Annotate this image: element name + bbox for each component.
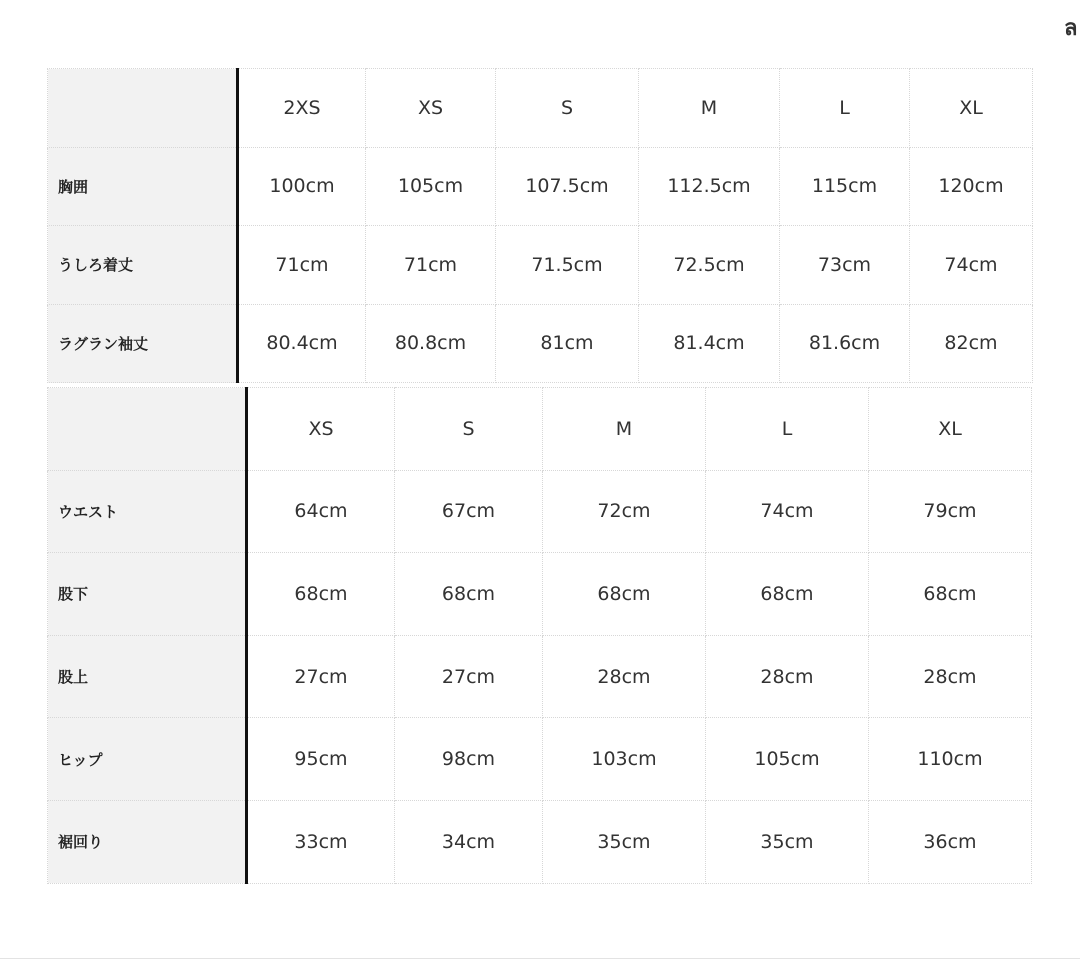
bottoms-header-row (48, 388, 1032, 471)
measurement-cell: 27cm (395, 635, 543, 718)
measurement-cell: 95cm (247, 718, 395, 801)
bottoms-size-header: L (706, 388, 869, 471)
measurement-cell: 103cm (543, 718, 706, 801)
measurement-cell: 28cm (706, 635, 869, 718)
tops-size-header: S (496, 69, 639, 148)
row-label: 股下 (48, 553, 247, 636)
measurement-cell: 120cm (910, 147, 1033, 226)
measurement-cell: 68cm (395, 553, 543, 636)
measurement-cell: 67cm (395, 470, 543, 553)
measurement-cell: 112.5cm (639, 147, 780, 226)
measurement-cell: 28cm (869, 635, 1032, 718)
measurement-cell: 115cm (780, 147, 910, 226)
row-label: 胸囲 (48, 147, 238, 226)
tops-header-corner (48, 69, 238, 148)
bottoms-header-corner (48, 388, 247, 471)
measurement-cell: 82cm (910, 304, 1033, 383)
measurement-cell: 36cm (869, 800, 1032, 883)
measurement-cell: 110cm (869, 718, 1032, 801)
tops-size-header: XS (366, 69, 496, 148)
bottoms-row-hip (48, 718, 1032, 801)
measurement-cell: 73cm (780, 226, 910, 305)
measurement-cell: 68cm (247, 553, 395, 636)
measurement-cell: 100cm (238, 147, 366, 226)
bottoms-size-header: XS (247, 388, 395, 471)
measurement-cell: 81.4cm (639, 304, 780, 383)
measurement-cell: 81cm (496, 304, 639, 383)
row-label: ウエスト (48, 470, 247, 553)
bottoms-row-waist (48, 470, 1032, 553)
measurement-cell: 35cm (543, 800, 706, 883)
tops-row-chest (48, 147, 1033, 226)
measurement-cell: 28cm (543, 635, 706, 718)
measurement-cell: 64cm (247, 470, 395, 553)
measurement-cell: 68cm (869, 553, 1032, 636)
bottom-divider (0, 958, 1080, 959)
measurement-cell: 74cm (706, 470, 869, 553)
measurement-cell: 27cm (247, 635, 395, 718)
tops-header-row (48, 69, 1033, 148)
measurement-cell: 34cm (395, 800, 543, 883)
measurement-cell: 80.8cm (366, 304, 496, 383)
measurement-cell: 71.5cm (496, 226, 639, 305)
row-label: 股上 (48, 635, 247, 718)
measurement-cell: 71cm (366, 226, 496, 305)
bottoms-size-header: S (395, 388, 543, 471)
tops-row-back-length (48, 226, 1033, 305)
measurement-cell: 105cm (706, 718, 869, 801)
bottoms-row-rise (48, 635, 1032, 718)
tops-row-raglan-sleeve (48, 304, 1033, 383)
bottoms-row-inseam (48, 553, 1032, 636)
tops-size-header: M (639, 69, 780, 148)
measurement-cell: 71cm (238, 226, 366, 305)
measurement-cell: 72cm (543, 470, 706, 553)
measurement-cell: 72.5cm (639, 226, 780, 305)
measurement-cell: 79cm (869, 470, 1032, 553)
measurement-cell: 80.4cm (238, 304, 366, 383)
tops-size-table (47, 68, 1033, 383)
measurement-cell: 81.6cm (780, 304, 910, 383)
tops-size-header: L (780, 69, 910, 148)
tops-size-header: 2XS (238, 69, 366, 148)
tops-size-header: XL (910, 69, 1033, 148)
bottoms-size-header: XL (869, 388, 1032, 471)
measurement-cell: 35cm (706, 800, 869, 883)
bottoms-row-hem-width (48, 800, 1032, 883)
row-label: 裾回り (48, 800, 247, 883)
measurement-cell: 98cm (395, 718, 543, 801)
bottoms-size-table (47, 387, 1032, 884)
corner-logo-glyph: ล (1064, 16, 1078, 41)
row-label: ラグラン袖丈 (48, 304, 238, 383)
measurement-cell: 68cm (706, 553, 869, 636)
measurement-cell: 107.5cm (496, 147, 639, 226)
row-label: うしろ着丈 (48, 226, 238, 305)
measurement-cell: 74cm (910, 226, 1033, 305)
bottoms-size-header: M (543, 388, 706, 471)
row-label: ヒップ (48, 718, 247, 801)
measurement-cell: 33cm (247, 800, 395, 883)
measurement-cell: 105cm (366, 147, 496, 226)
measurement-cell: 68cm (543, 553, 706, 636)
